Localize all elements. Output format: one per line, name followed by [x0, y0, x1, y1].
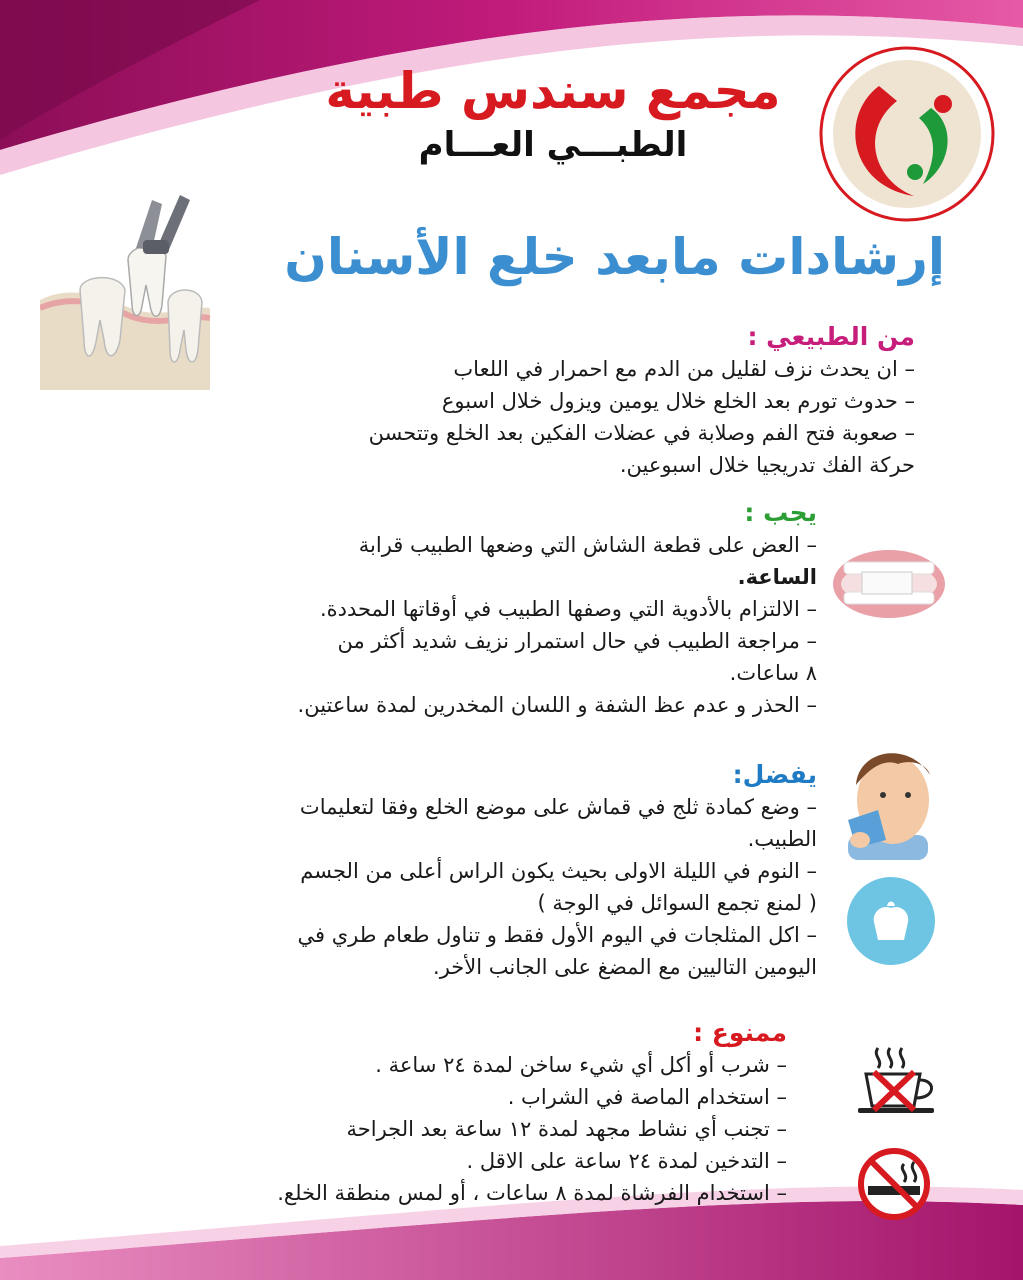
section-heading: يجب :	[744, 498, 817, 527]
clinic-subtitle: الطبـــي العـــام	[418, 125, 688, 165]
page-title: إرشادات مابعد خلع الأسنان	[284, 228, 945, 286]
list-item: – وضع كمادة ثلج في قماش على موضع الخلع وفقا لتعليمات	[299, 795, 817, 819]
list-item: – استخدام الماصة في الشراب .	[507, 1085, 787, 1109]
list-item: الساعة.	[737, 565, 817, 589]
section-heading: من الطبيعي :	[747, 322, 915, 351]
list-item: – شرب أو أكل أي شيء ساخن لمدة ٢٤ ساعة .	[375, 1053, 787, 1077]
list-item: – صعوبة فتح الفم وصلابة في عضلات الفكين بعد الخلع وتتحسن	[368, 421, 915, 445]
section-preferred	[107, 760, 817, 983]
list-item: – تجنب أي نشاط مجهد لمدة ١٢ ساعة بعد الجراحة	[346, 1117, 787, 1141]
clinic-name: مجمع سندس طبية	[325, 62, 781, 120]
list-item: حركة الفك تدريجيا خلال اسبوعين.	[619, 453, 915, 477]
list-item: – اكل المثلجات في اليوم الأول فقط و تناول طعام طري في	[297, 923, 817, 947]
list-item: – النوم في الليلة الاولى بحيث يكون الراس أعلى من الجسم	[300, 859, 817, 883]
ice-pack-boy-icon	[838, 740, 938, 860]
section-heading: يفضل:	[732, 760, 817, 789]
list-item: – الالتزام بالأدوية التي وصفها الطبيب في أوقاتها المحددة.	[319, 597, 817, 621]
section-must	[137, 498, 817, 721]
clinic-logo	[819, 46, 995, 222]
list-item: – استخدام الفرشاة لمدة ٨ ساعات ، أو لمس منطقة الخلع.	[277, 1181, 787, 1205]
ice-cream-icon	[846, 876, 936, 966]
list-item: – ان يحدث نزف لقليل من الدم مع احمرار في اللعاب	[453, 357, 915, 381]
list-item: ٨ ساعات.	[729, 661, 817, 685]
list-item: الطبيب.	[747, 827, 817, 851]
list-item: – الحذر و عدم عظ الشفة و اللسان المخدرين لمدة ساعتين.	[297, 693, 817, 717]
no-hot-drink-icon	[856, 1044, 940, 1120]
list-item: – مراجعة الطبيب في حال استمرار نزيف شديد أكثر من	[337, 629, 817, 653]
gauze-bite-icon	[832, 548, 947, 620]
list-item: – حدوث تورم بعد الخلع خلال يومين ويزول خلال اسبوع	[441, 389, 915, 413]
section-normal	[155, 322, 915, 481]
section-heading: ممنوع :	[693, 1018, 787, 1047]
section-forbidden	[87, 1018, 787, 1209]
list-item: ( لمنع تجمع السوائل في الوجة )	[537, 891, 817, 915]
no-smoking-icon	[856, 1146, 932, 1222]
list-item: – العض على قطعة الشاش التي وضعها الطبيب قرابة	[358, 533, 817, 557]
list-item: – التدخين لمدة ٢٤ ساعة على الاقل .	[466, 1149, 787, 1173]
list-item: اليومين التاليين مع المضغ على الجانب الأخر.	[433, 955, 817, 979]
